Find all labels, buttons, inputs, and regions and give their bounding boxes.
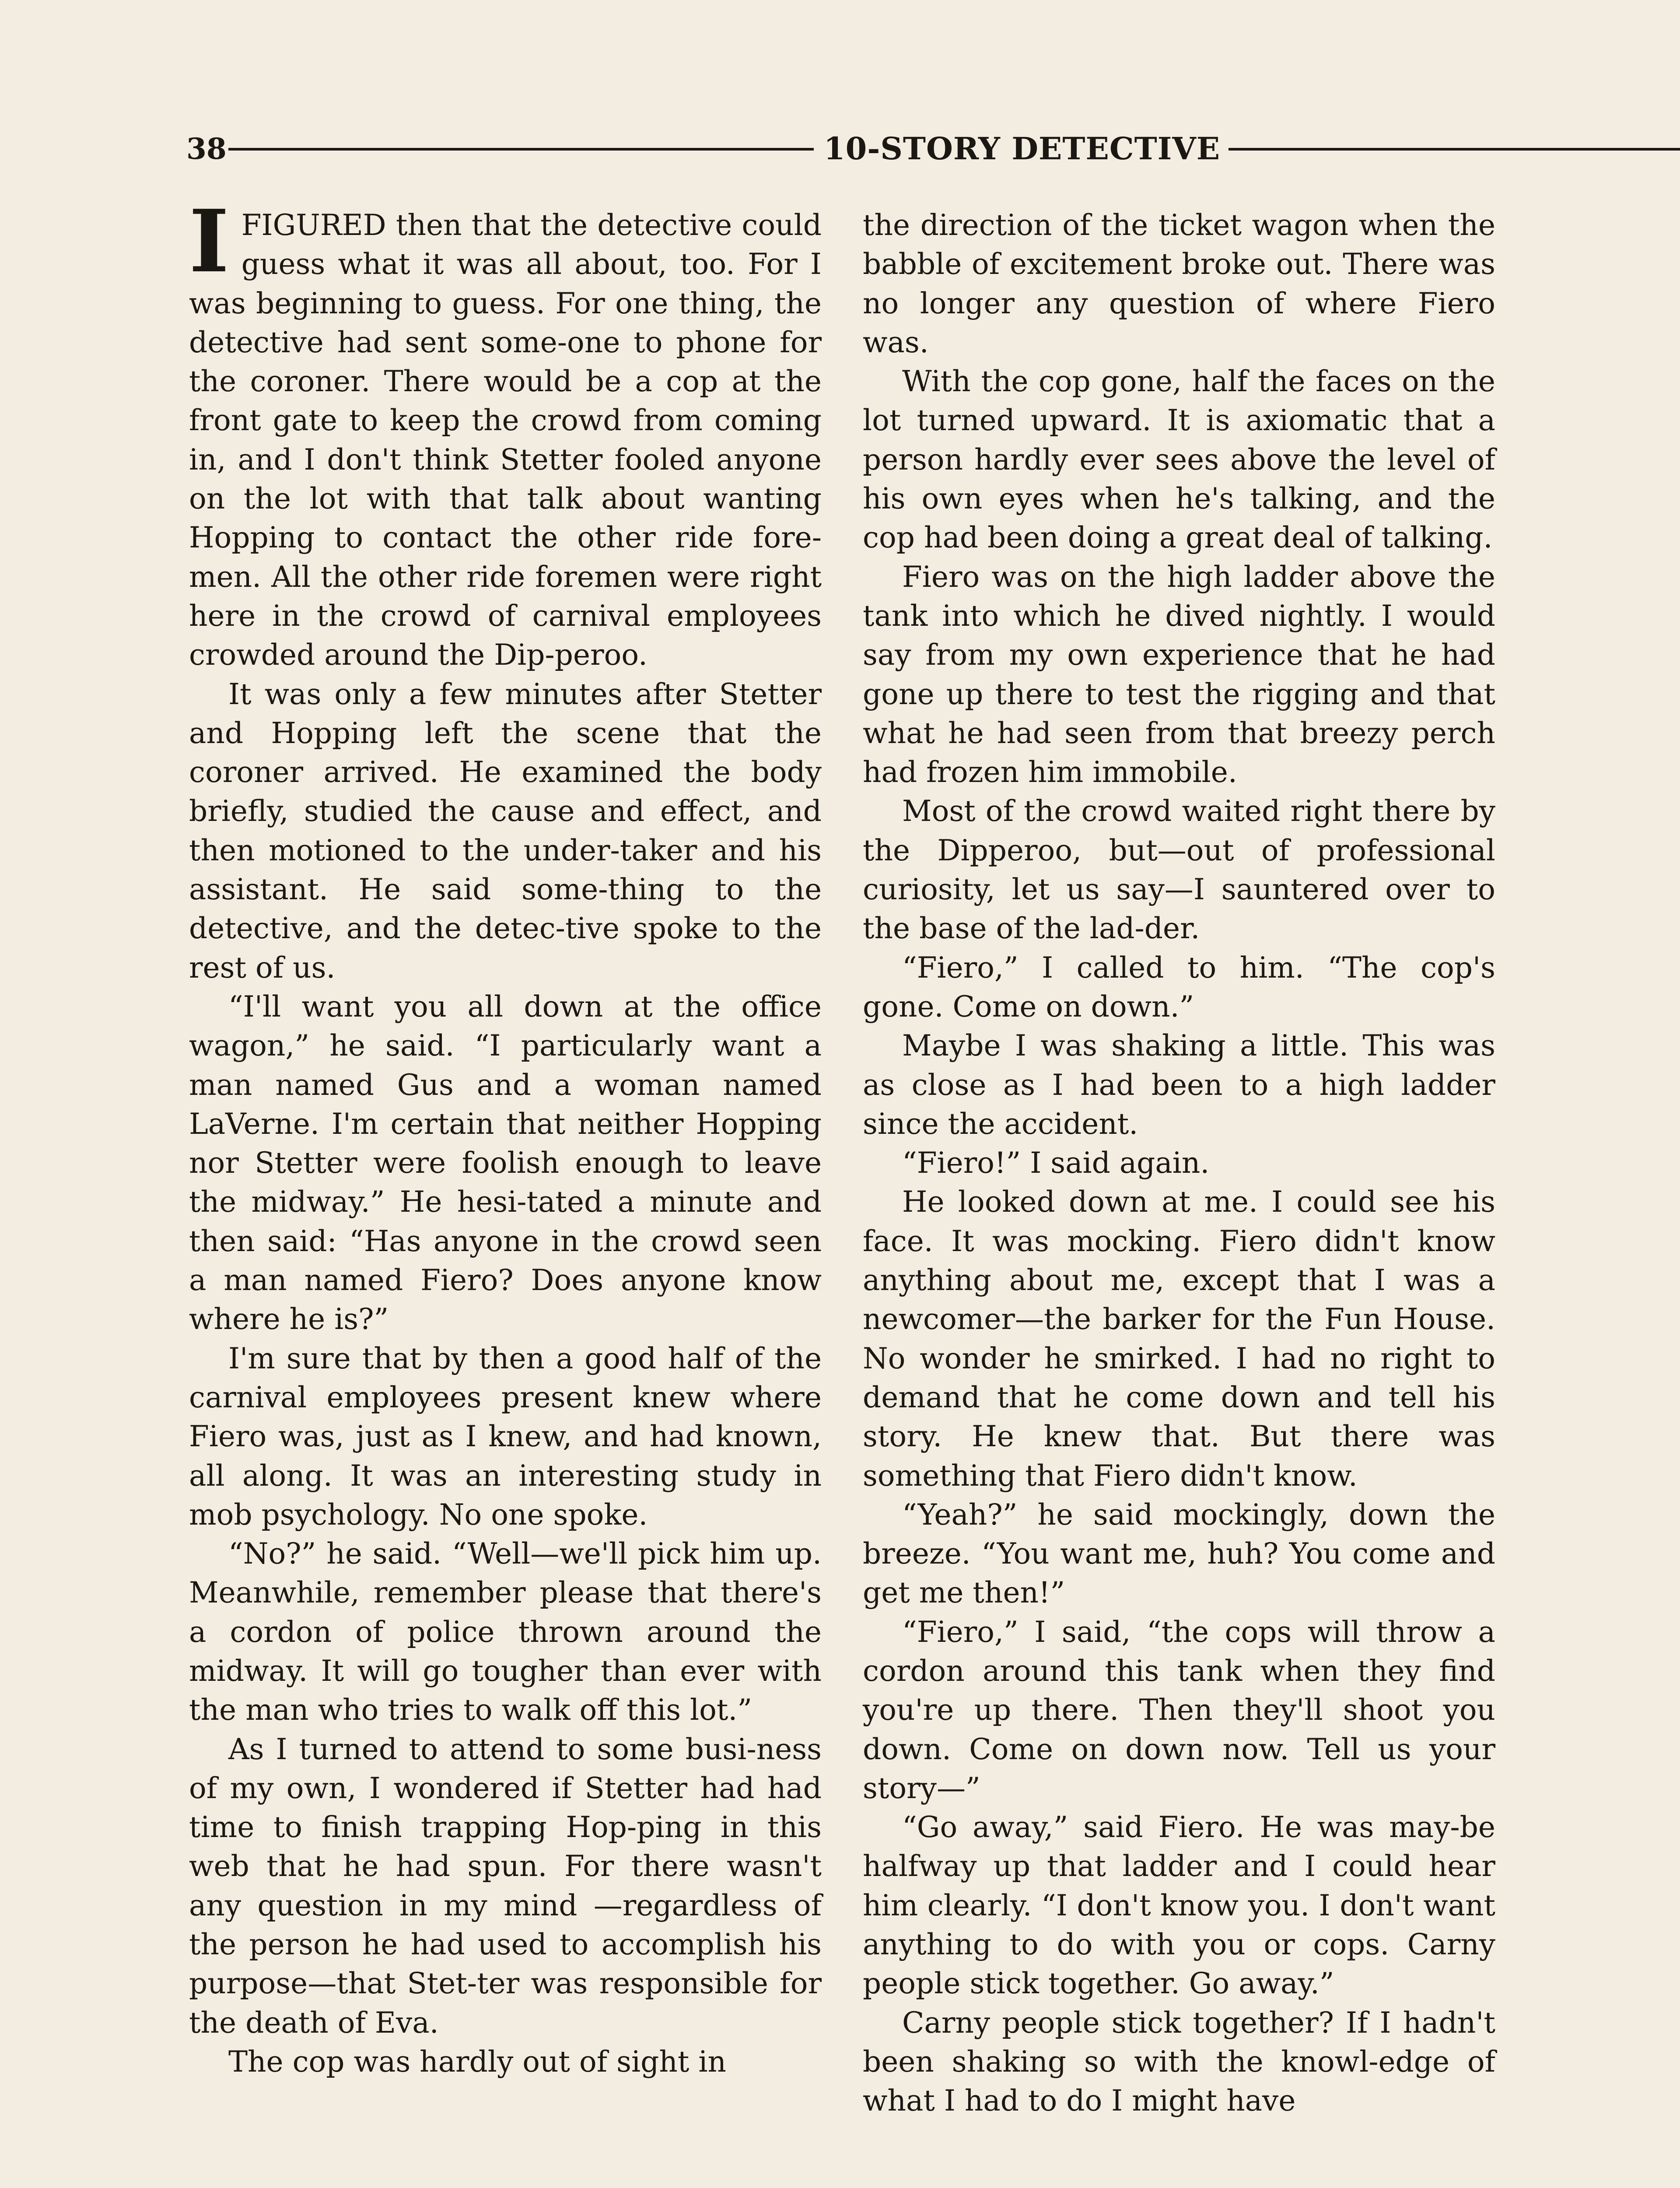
paragraph: “Fiero,” I said, “the cops will throw a cordon around this tank when they find you're up there. Then they'll shoot you down. Come on down now. Tell us your story—” <box>863 1615 1495 1805</box>
paragraph <box>189 191 822 675</box>
paragraph: The cop was hardly out of sight in <box>228 2044 726 2079</box>
paragraph: “No?” he said. “Well—we'll pick him up. Meanwhile, remember please that there's a cordon of police thrown around the midway. It will go tougher than ever with the man who tries to walk off this lot.” <box>189 1537 822 1727</box>
paragraph: “Fiero!” I said again. <box>902 1146 1210 1180</box>
paragraph: the direction of the ticket wagon when the babble of excitement broke out. There was no longer any question of where Fiero was. <box>863 208 1495 359</box>
right-column <box>863 206 1495 2121</box>
paragraph: “Fiero,” I called to him. “The cop's gone. Come on down.” <box>863 950 1495 1024</box>
paragraph: It was only a few minutes after Stetter and Hopping left the scene that the coroner arrived. He examined the body briefly, studied the cause and effect, and then motioned to the under-taker and his assistant. He said some-thing to the detective, and the detec-tive spoke to the rest of us. <box>189 677 822 985</box>
page-header <box>186 123 1492 172</box>
paragraph: Maybe I was shaking a little. This was as close as I had been to a high ladder since the accident. <box>863 1029 1495 1141</box>
paragraph: Fiero was on the high ladder above the tank into which he dived nightly. I would say from my own experience that he had gone up there to test the rigging and that what he had seen from that breezy perch had frozen him immobile. <box>863 560 1495 789</box>
paragraph: I'm sure that by then a good half of the carnival employees present knew where Fiero was, just as I knew, and had known, all along. It was an interesting study in mob psychology. No one spoke. <box>189 1341 822 1532</box>
paragraph: He looked down at me. I could see his face. It was mocking. Fiero didn't know anything about me, except that I was a newcomer—the barker for the Fun House. No wonder he smirked. I had no right to demand that he come down and tell his story. He knew that. But there was something that Fiero didn't know. <box>863 1185 1495 1493</box>
paragraph: As I turned to attend to some busi-ness of my own, I wondered if Stetter had had time to finish trapping Hop-ping in this web that he had spun. For there wasn't any question in my mind —regardless of the person he had used to accomplish his purpose—that Stet-ter was responsible for the death of Eva. <box>189 1732 822 2040</box>
header-rule-left <box>228 148 814 151</box>
paragraph: With the cop gone, half the faces on the lot turned upward. It is axiomatic that a person hardly ever sees above the level of his own eyes when he's talking, and the cop had been doing a great deal of talking. <box>863 365 1495 555</box>
paragraph: “Go away,” said Fiero. He was may-be halfway up that ladder and I could hear him clearly. “I don't know you. I don't want anything to do with you or cops. Carny people stick together. Go away.” <box>863 1810 1495 2001</box>
page-number: 38 <box>186 132 227 166</box>
paragraph: “I'll want you all down at the office wagon,” he said. “I particularly want a man named Gus and a woman named LaVerne. I'm certain that neither Hopping nor Stetter were foolish enough to leave the midway.” He hesi-tated a minute and then said: “Has anyone in the crowd seen a man named Fiero? Does anyone know where he is?” <box>189 989 822 1336</box>
left-column <box>189 191 822 2081</box>
paragraph-text: FIGURED then that the detective could guess what it was all about, too. For I was beginning to guess. For one thing, the detective had sent some-one to phone for the coroner. There would be a cop at the front gate to keep the crowd from coming in, and I don't think Stetter fooled anyone on the lot with that talk about wanting Hopping to contact the other ride fore-men. All the other ride foremen were right here in the crowd of carnival employees crowded around the Dip-peroo. <box>189 208 822 672</box>
paragraph: “Yeah?” he said mockingly, down the breeze. “You want me, huh? You come and get me then!” <box>863 1497 1495 1610</box>
drop-cap: I <box>189 191 229 292</box>
paragraph: Most of the crowd waited right there by the Dipperoo, but—out of professional curiosity, let us say—I sauntered over to the base of the lad-der. <box>863 794 1495 946</box>
magazine-title: 10-STORY DETECTIVE <box>823 130 1221 167</box>
header-rule-right <box>1228 148 1680 151</box>
paragraph: Carny people stick together? If I hadn't been shaking so with the knowl-edge of what I had to do I might have <box>863 2006 1495 2118</box>
